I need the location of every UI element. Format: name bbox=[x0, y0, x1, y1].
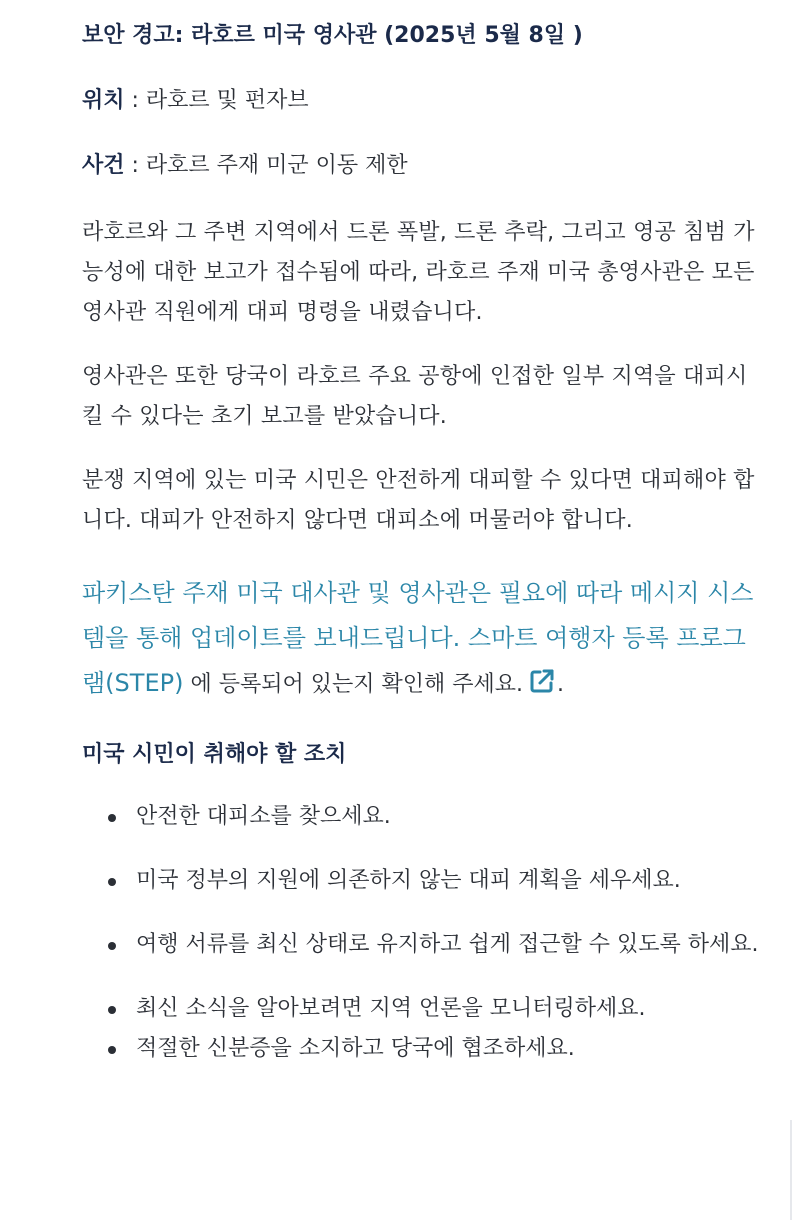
actions-heading: 미국 시민이 취해야 할 조치 bbox=[82, 742, 347, 767]
event-label: 사건 bbox=[82, 153, 125, 178]
step-enrollment-notice bbox=[82, 571, 760, 709]
external-link-icon[interactable] bbox=[529, 664, 555, 709]
bullet-icon bbox=[108, 1046, 116, 1054]
list-item: 미국 정부의 지원에 의존하지 않는 대피 계획을 세우세요. bbox=[82, 861, 760, 901]
bullet-icon bbox=[108, 814, 116, 822]
location-line bbox=[82, 83, 760, 119]
bullet-icon bbox=[108, 942, 116, 950]
info-end-period: . bbox=[556, 672, 564, 697]
event-line bbox=[82, 148, 760, 184]
paragraph-citizen-guidance: 분쟁 지역에 있는 미국 시민은 안전하게 대피할 수 있다면 대피해야 합니다. 대피가 안전하지 않다면 대피소에 머물러야 합니다. bbox=[82, 468, 755, 533]
list-item: 적절한 신분증을 소지하고 당국에 협조하세요. bbox=[82, 1029, 760, 1069]
list-item: 여행 서류를 최신 상태로 유지하고 쉽게 접근할 수 있도록 하세요. bbox=[82, 925, 760, 965]
event-value: : 라호르 주재 미군 이동 제한 bbox=[124, 153, 408, 178]
step-enrollment-tail: 에 등록되어 있는지 확인해 주세요. bbox=[183, 672, 523, 697]
paragraph-airport-reports: 영사관은 또한 당국이 라호르 주요 공항에 인접한 일부 지역을 대피시킬 수 있다는 초기 보고를 받았습니다. bbox=[82, 364, 748, 429]
list-item: 안전한 대피소를 찾으세요. bbox=[82, 797, 760, 837]
bullet-icon bbox=[108, 878, 116, 886]
bullet-icon bbox=[108, 1006, 116, 1014]
step-enrollment-link[interactable]: 파키스탄 주재 미국 대사관 및 영사관은 필요에 따라 메시지 시스템을 통해 업데이트를 보내드립니다. 스마트 여행자 등록 프로그램(STEP) bbox=[82, 579, 754, 697]
location-label: 위치 bbox=[82, 88, 125, 113]
page-title: 보안 경고: 라호르 미국 영사관 (2025년 5월 8일 ) bbox=[82, 23, 583, 48]
scroll-edge-divider bbox=[790, 1120, 792, 1220]
paragraph-evacuation-order: 라호르와 그 주변 지역에서 드론 폭발, 드론 추락, 그리고 영공 침범 가능성에 대한 보고가 접수됨에 따라, 라호르 주재 미국 총영사관은 모든 영사관 직원에게 대피 명령을 내렸습니다. bbox=[82, 220, 755, 325]
actions-list bbox=[82, 797, 760, 1069]
list-item: 최신 소식을 알아보려면 지역 언론을 모니터링하세요. bbox=[82, 989, 760, 1029]
location-value: : 라호르 및 펀자브 bbox=[124, 88, 309, 113]
